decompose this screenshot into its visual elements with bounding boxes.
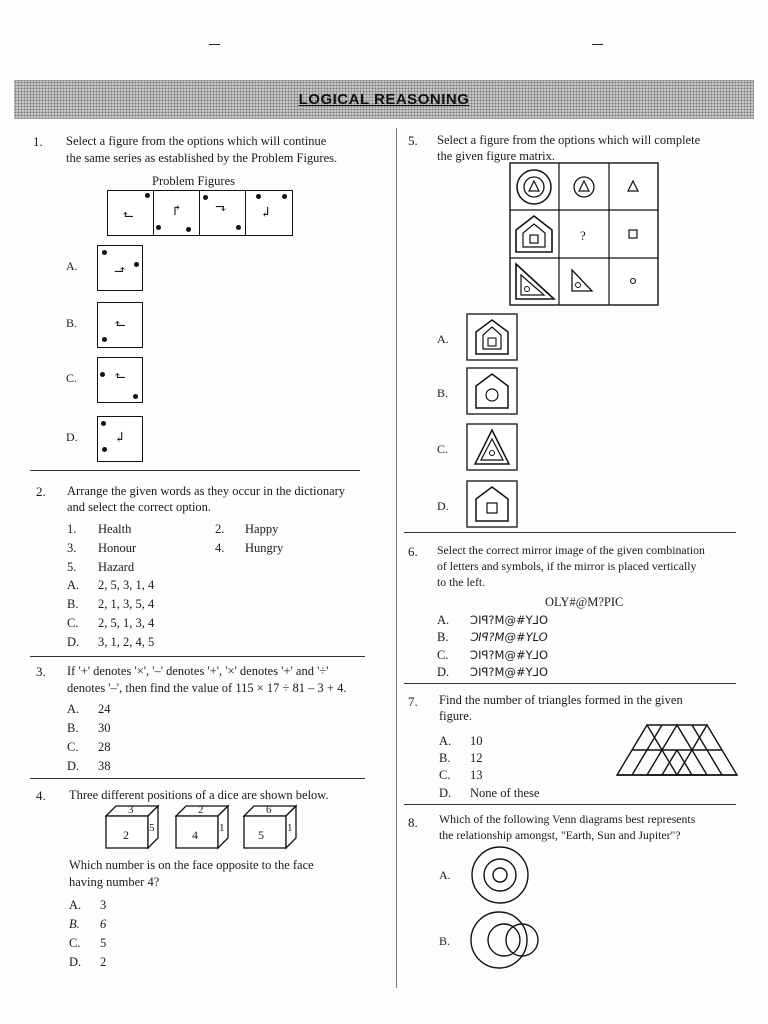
q1-divider	[30, 470, 360, 471]
q3-divider	[30, 778, 365, 779]
problem-figure-1: ⬑	[107, 190, 155, 236]
q7-option-c-value[interactable]: 13	[470, 768, 483, 782]
q1-text-line-2: the same series as established by the Problem Figures.	[66, 151, 338, 165]
q6-option-c-label[interactable]: C.	[437, 648, 449, 662]
q5-option-a-label[interactable]: A.	[437, 332, 449, 346]
q2-divider	[30, 656, 365, 657]
q7-number: 7.	[408, 694, 418, 709]
q6-option-d-label[interactable]: D.	[437, 665, 450, 679]
q4-option-a-value[interactable]: 3	[100, 898, 107, 912]
q6-number: 6.	[408, 544, 418, 559]
q1-caption: Problem Figures	[152, 174, 235, 188]
dice-3-front: 5	[258, 828, 264, 842]
q2-option-b-value[interactable]: 2, 1, 3, 5, 4	[98, 597, 155, 611]
q5-text-line-1: Select a figure from the options which will complete	[437, 133, 701, 147]
q1-option-a-label[interactable]: A.	[66, 259, 78, 273]
q3-text-line-2: denotes '–', then find the value of 115 × 17 ÷ 81 – 3 + 4.	[67, 681, 347, 695]
q1-option-c-figure[interactable]: ⬑	[97, 357, 143, 403]
q6-text-line-2: of letters and symbols, if the mirror is placed vertically	[437, 559, 697, 573]
dice-1-side: 5	[149, 822, 155, 834]
problem-figure-2: ↱	[153, 190, 201, 236]
q7-triangle-figure	[617, 725, 739, 777]
q7-option-b-label[interactable]: B.	[439, 751, 451, 765]
q3-option-b-label[interactable]: B.	[67, 721, 79, 735]
q5-missing-mark: ?	[580, 228, 586, 243]
q5-option-b-label[interactable]: B.	[437, 386, 449, 400]
q2-option-a-label[interactable]: A.	[67, 578, 80, 592]
q6-option-a-value[interactable]: ƆIꟼ?M@#Y⅃O	[470, 613, 549, 627]
q6-text-line-3: to the left.	[437, 575, 486, 589]
q5-option-a-figure[interactable]	[467, 314, 517, 360]
q2-word-2-num: 2.	[215, 522, 225, 536]
q8-option-a-venn[interactable]	[471, 846, 531, 906]
q2-word-5: Hazard	[98, 560, 135, 574]
q6-option-a-label[interactable]: A.	[437, 613, 450, 627]
q2-text-line-1: Arrange the given words as they occur in the dictionary	[67, 484, 346, 498]
top-mark-right	[592, 44, 603, 45]
q7-option-c-label[interactable]: C.	[439, 768, 451, 782]
q2-option-c-value[interactable]: 2, 5, 1, 3, 4	[98, 616, 155, 630]
dice-3-top: 6	[266, 804, 272, 816]
dice-1-front: 2	[123, 828, 129, 842]
q1-option-b-figure[interactable]: ⬑	[97, 302, 143, 348]
q2-word-5-num: 5.	[67, 560, 77, 574]
q5-option-b-figure[interactable]	[467, 368, 517, 414]
q7-option-d-label[interactable]: D.	[439, 786, 452, 800]
q4-question-line-1: Which number is on the face opposite to the face	[69, 858, 314, 872]
dice-1-top: 3	[128, 804, 134, 816]
q2-option-d-label[interactable]: D.	[67, 635, 80, 649]
q8-number: 8.	[408, 815, 418, 830]
q3-option-a-value[interactable]: 24	[98, 702, 111, 716]
q5-option-c-figure[interactable]	[467, 424, 517, 470]
section-banner	[14, 80, 754, 119]
q7-option-a-label[interactable]: A.	[439, 734, 452, 748]
q4-question-line-2: having number 4?	[69, 875, 160, 889]
q5-option-d-label[interactable]: D.	[437, 499, 449, 513]
q4-option-d-value[interactable]: 2	[100, 955, 107, 969]
column-divider	[396, 128, 397, 988]
q2-word-1-num: 1.	[67, 522, 77, 536]
q4-option-a-label[interactable]: A.	[69, 898, 82, 912]
q1-option-b-label[interactable]: B.	[66, 316, 78, 330]
q7-text-line-1: Find the number of triangles formed in the given	[439, 693, 683, 707]
q1-option-d-label[interactable]: D.	[66, 430, 78, 444]
q5-number: 5.	[408, 133, 418, 148]
q2-word-4: Hungry	[245, 541, 284, 555]
q3-option-c-label[interactable]: C.	[67, 740, 79, 754]
q2-text-line-2: and select the correct option.	[67, 500, 212, 514]
q1-option-c-label[interactable]: C.	[66, 371, 78, 385]
q3-option-a-label[interactable]: A.	[67, 702, 80, 716]
q1-text-line-1: Select a figure from the options which will continue	[66, 134, 327, 148]
q4-number: 4.	[36, 788, 46, 803]
q6-option-c-value[interactable]: ƆIꟼ?M@#Y⅃O	[470, 648, 549, 662]
problem-figure-4: ↲	[245, 190, 293, 236]
q4-option-c-value[interactable]: 5	[100, 936, 107, 950]
q2-word-2: Happy	[245, 522, 279, 536]
q6-option-d-value[interactable]: ƆIꟼ?M@#Y⅃O	[470, 665, 549, 679]
q8-text-line-2: the relationship amongst, "Earth, Sun and Jupiter"?	[439, 828, 681, 842]
section-title: LOGICAL REASONING	[298, 91, 470, 108]
q3-option-b-value[interactable]: 30	[98, 721, 111, 735]
q3-option-d-label[interactable]: D.	[67, 759, 80, 773]
q2-number: 2.	[36, 484, 46, 499]
q7-divider	[404, 804, 736, 805]
q8-option-b-venn[interactable]	[470, 911, 544, 971]
q2-word-1: Health	[98, 522, 132, 536]
q6-option-b-value[interactable]: ƆIꟼ?M@#YLO	[470, 630, 548, 644]
q7-option-d-value[interactable]: None of these	[470, 786, 540, 800]
q3-number: 3.	[36, 664, 46, 679]
q8-option-a-label[interactable]: A.	[439, 868, 451, 882]
q7-text-line-2: figure.	[439, 709, 472, 723]
q4-option-d-label[interactable]: D.	[69, 955, 82, 969]
q2-option-b-label[interactable]: B.	[67, 597, 79, 611]
q1-option-a-figure[interactable]: ⬏	[97, 245, 143, 291]
q2-option-c-label[interactable]: C.	[67, 616, 79, 630]
dice-2-top: 2	[198, 804, 204, 816]
q3-option-c-value[interactable]: 28	[98, 740, 111, 754]
problem-figure-3: ⬎	[199, 190, 247, 236]
q6-given-string: OLY#@M?PIC	[545, 595, 624, 609]
q5-text-line-2: the given figure matrix.	[437, 149, 556, 163]
q4-option-c-label[interactable]: C.	[69, 936, 81, 950]
q2-option-d-value[interactable]: 3, 1, 2, 4, 5	[98, 635, 155, 649]
q6-divider	[404, 683, 736, 684]
q2-word-3: Honour	[98, 541, 137, 555]
q3-text-line-1: If '+' denotes '×', '–' denotes '+', '×' denotes '+' and '÷'	[67, 664, 329, 678]
q2-word-4-num: 4.	[215, 541, 225, 555]
q6-text-line-1: Select the correct mirror image of the given combination	[437, 543, 705, 557]
q1-option-d-figure[interactable]: ↲	[97, 416, 143, 462]
q2-option-a-value[interactable]: 2, 5, 3, 1, 4	[98, 578, 155, 592]
q5-option-c-label[interactable]: C.	[437, 442, 449, 456]
q8-text-line-1: Which of the following Venn diagrams best represents	[439, 812, 696, 826]
q5-option-d-figure[interactable]	[467, 481, 517, 527]
q4-option-b-value[interactable]: 6	[100, 917, 107, 931]
dice-2-front: 4	[192, 828, 198, 842]
q2-word-3-num: 3.	[67, 541, 77, 555]
q4-option-b-label[interactable]: B.	[69, 917, 80, 931]
top-mark-left	[209, 44, 220, 45]
dice-2-side: 1	[219, 822, 225, 834]
q6-option-b-label[interactable]: B.	[437, 630, 449, 644]
q3-option-d-value[interactable]: 38	[98, 759, 111, 773]
q4-text-line-1: Three different positions of a dice are shown below.	[69, 788, 329, 802]
dice-3-side: 1	[287, 822, 293, 834]
q7-option-a-value[interactable]: 10	[470, 734, 483, 748]
q1-number: 1.	[33, 134, 43, 149]
q8-option-b-label[interactable]: B.	[439, 934, 451, 948]
q7-option-b-value[interactable]: 12	[470, 751, 483, 765]
q5-divider	[404, 532, 736, 533]
